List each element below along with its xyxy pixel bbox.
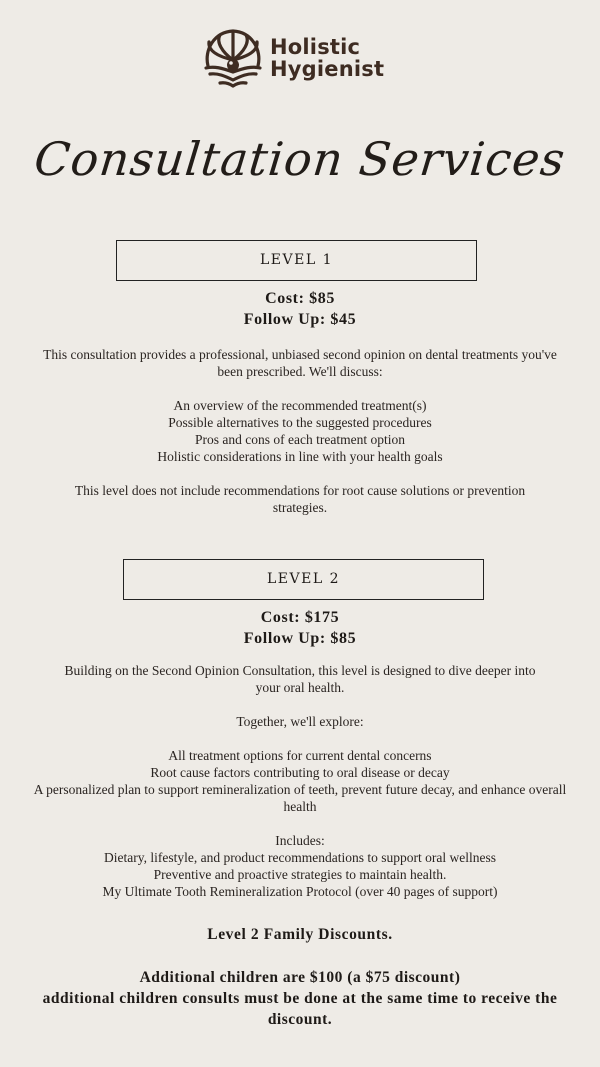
level-1-label: LEVEL 1 — [259, 252, 333, 268]
level-1-cost: Cost: $85 — [265, 290, 335, 307]
page-title: Consultation Services — [31, 132, 569, 186]
brand-line-1: Holistic — [270, 35, 361, 59]
family-discount-line-1: Additional children are $100 (a $75 discount) — [139, 969, 461, 986]
seashell-pearl-icon — [200, 26, 266, 90]
level-2-header — [123, 559, 484, 600]
level-1-note: This level does not include recommendations for root cause solutions or prevention strategies. — [74, 483, 526, 515]
level-1-item: Holistic considerations in line with your health goals — [157, 449, 443, 464]
level-2-label: LEVEL 2 — [266, 571, 340, 587]
level-2-description — [30, 662, 570, 900]
level-1-intro: This consultation provides a professional, unbiased second opinion on dental treatments you've been prescribed. We'll discuss: — [43, 347, 557, 379]
level-2-together: Together, we'll explore: — [236, 714, 364, 729]
level-2-include-item: Dietary, lifestyle, and product recommendations to support oral wellness — [103, 850, 497, 865]
level-1-description — [30, 346, 570, 516]
level-1-item: An overview of the recommended treatment(s) — [173, 398, 427, 413]
level-2-pricing — [0, 607, 600, 649]
level-2-cost: Cost: $175 — [260, 609, 340, 626]
family-discount-heading: Level 2 Family Discounts. — [207, 926, 393, 943]
level-1-item: Pros and cons of each treatment option — [195, 432, 405, 447]
level-1-item: Possible alternatives to the suggested procedures — [168, 415, 432, 430]
level-2-explore-item: A personalized plan to support remineralization of teeth, prevent future decay, and enhance overall health — [33, 782, 567, 814]
level-1-follow-up: Follow Up: $45 — [243, 311, 357, 328]
level-1-pricing — [0, 288, 600, 330]
level-2-explore-item: Root cause factors contributing to oral disease or decay — [150, 765, 450, 780]
family-discount-details — [30, 967, 570, 1030]
level-2-include-item: My Ultimate Tooth Remineralization Protocol (over 40 pages of support) — [102, 884, 498, 899]
brand-line-2: Hygienist — [270, 57, 385, 81]
level-2-intro: Building on the Second Opinion Consultation, this level is designed to dive deeper into your oral health. — [64, 663, 536, 695]
level-2-explore-item: All treatment options for current dental concerns — [168, 748, 432, 763]
family-discount-line-2: additional children consults must be done at the same time to receive the discount. — [42, 990, 558, 1028]
level-2-include-item: Preventive and proactive strategies to maintain health. — [153, 867, 447, 882]
brand-logo — [200, 26, 420, 90]
brand-name — [270, 36, 384, 80]
level-2-follow-up: Follow Up: $85 — [243, 630, 357, 647]
level-2-includes-heading: Includes: — [275, 833, 325, 848]
level-1-header — [116, 240, 477, 281]
